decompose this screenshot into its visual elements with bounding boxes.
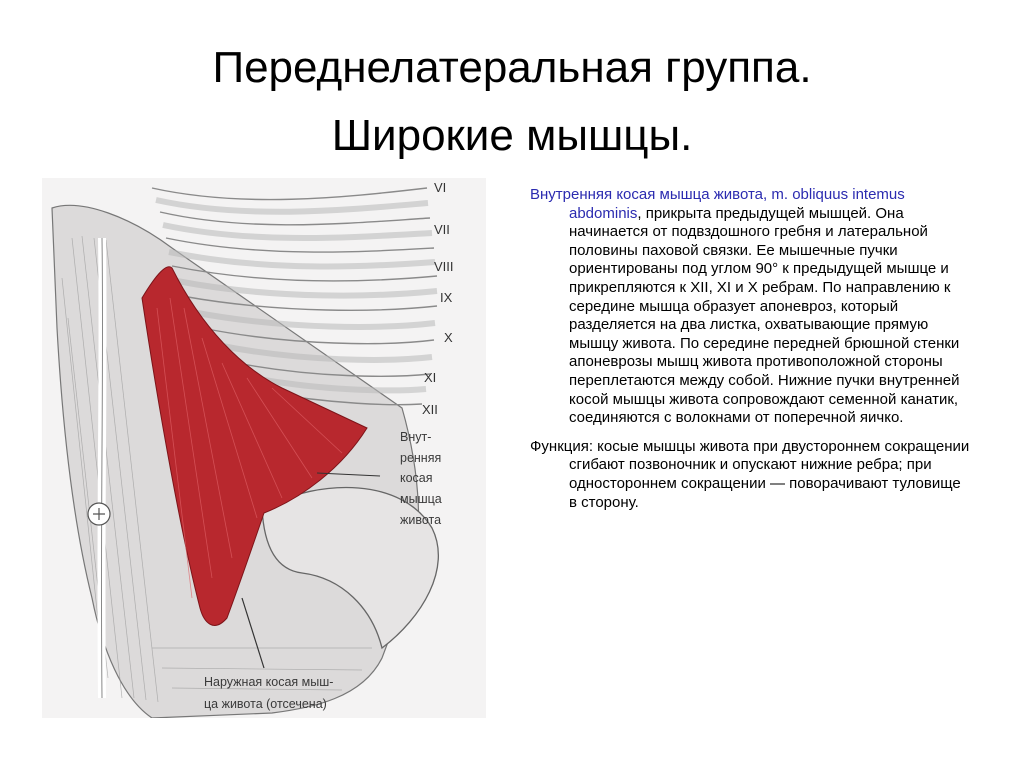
anatomy-illustration <box>42 178 486 718</box>
rib-label: XI <box>424 370 437 385</box>
label-external-oblique: Наружная косая мыш- <box>204 675 334 689</box>
label-external-oblique: ца живота (отсечена) <box>204 697 327 711</box>
rib-label: VII <box>434 222 450 237</box>
label-internal-oblique: живота <box>400 513 442 527</box>
slide-title-line2: Широкие мышцы. <box>331 111 693 160</box>
rib-label: VI <box>434 180 447 195</box>
muscle-name-latin: Внутренняя косая мышца живота, m. obliquus intemus abdominis <box>530 186 905 222</box>
rib-label: X <box>444 330 453 345</box>
label-internal-oblique: ренняя <box>400 451 442 465</box>
description-text <box>530 186 970 522</box>
rib-label: IX <box>440 290 453 305</box>
label-internal-oblique: мышца <box>400 492 442 506</box>
label-internal-oblique: косая <box>400 471 433 485</box>
anatomy-drawing <box>42 178 486 718</box>
slide-title-line1: Переднелатеральная группа. <box>212 43 812 92</box>
paragraph-description <box>530 186 970 428</box>
rib-label: VIII <box>434 259 454 274</box>
label-internal-oblique: Внут- <box>400 430 432 444</box>
paragraph-description-body: , прикрыта предыдущей мышцей. Она начинается от подвздошного гребня и латеральной половины паховой связки. Ее мышечные пучки ориентированы под углом 90° к предыдущей мышце и прикрепляются к XII, XI и X ребрам. По направлению к середине мышца образует апоневроз, который разделяется на два листка, охватывающие прямую мышцу живота. По середине передней брюшной стенки апоневрозы мышц живота противоположной стороны переплетаются между собой. Нижние пучки внутренней косой мышцы живота сопровождают семенной канатик, соединяются с волокнами от поперечной яичко. <box>569 204 960 427</box>
paragraph-function: Функция: косые мышцы живота при двустороннем сокращении сгибают позвоночник и опускают нижние ребра; при одностороннем сокращении — поворачивают туловище в сторону. <box>530 437 970 511</box>
rib-label: XII <box>422 402 438 417</box>
